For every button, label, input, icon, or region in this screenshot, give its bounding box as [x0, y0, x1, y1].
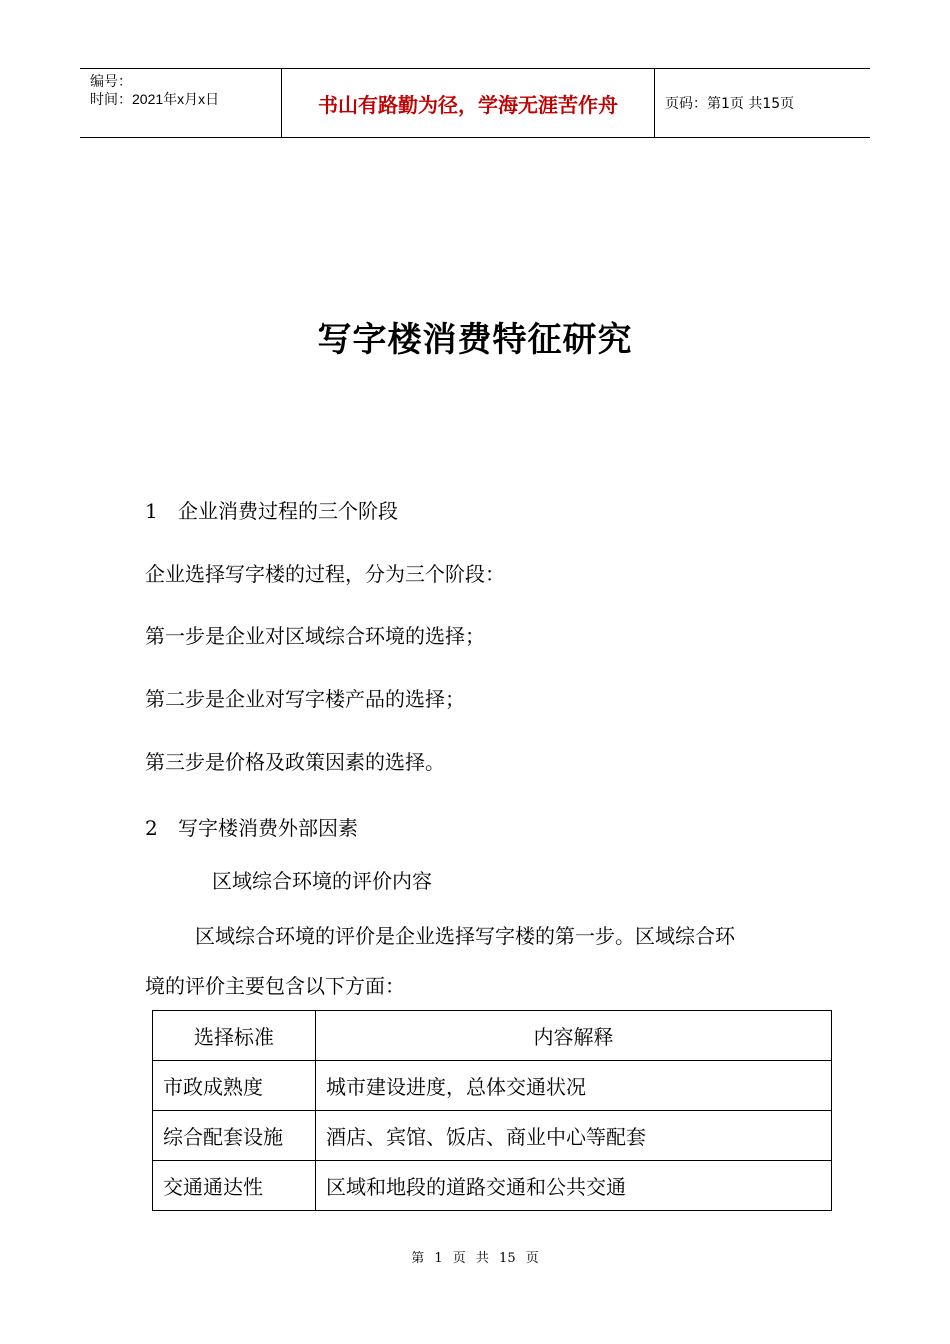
section-1-number: 1 — [145, 499, 158, 523]
criteria-table — [152, 1010, 832, 1211]
section-2-heading — [145, 812, 358, 841]
step-3-text: 第三步是价格及政策因素的选择。 — [145, 750, 445, 774]
header-meta — [80, 69, 282, 137]
section-1-intro: 企业选择写字楼的过程，分为三个阶段： — [145, 562, 505, 586]
table-row — [153, 1061, 832, 1111]
section-2-paragraph-line-1: 区域综合环境的评价是企业选择写字楼的第一步。区域综合环 — [195, 924, 735, 948]
document-number-label: 编号： — [90, 73, 132, 89]
document-time-label: 时间：2021年x月x日 — [90, 91, 220, 107]
step-1-text: 第一步是企业对区域综合环境的选择； — [145, 624, 485, 648]
table-cell-explanation: 区域和地段的道路交通和公共交通 — [316, 1161, 832, 1211]
header-motto: 书山有路勤为径，学海无涯苦作舟 — [282, 69, 655, 137]
document-title: 写字楼消费特征研究 — [317, 320, 633, 360]
table-cell-criteria: 综合配套设施 — [153, 1111, 316, 1161]
section-2-paragraph-line-2: 境的评价主要包含以下方面： — [145, 974, 405, 998]
page-header — [80, 68, 870, 138]
table-row — [153, 1161, 832, 1211]
table-header-criteria: 选择标准 — [153, 1011, 316, 1061]
table-header-row — [153, 1011, 832, 1061]
table-cell-explanation: 酒店、宾馆、饭店、商业中心等配套 — [316, 1111, 832, 1161]
table-cell-explanation: 城市建设进度，总体交通状况 — [316, 1061, 832, 1111]
table-cell-criteria: 市政成熟度 — [153, 1061, 316, 1111]
header-page-info: 页码：第1页 共15页 — [665, 96, 795, 112]
step-2-text: 第二步是企业对写字楼产品的选择； — [145, 687, 465, 711]
section-2-heading-text: 写字楼消费外部因素 — [178, 816, 358, 840]
table-cell-criteria: 交通通达性 — [153, 1161, 316, 1211]
table-header-explanation: 内容解释 — [316, 1011, 832, 1061]
section-1-heading — [145, 495, 398, 524]
table-row — [153, 1111, 832, 1161]
section-2-number: 2 — [145, 816, 158, 840]
section-2-subheading: 区域综合环境的评价内容 — [212, 869, 432, 893]
section-1-heading-text: 企业消费过程的三个阶段 — [178, 499, 398, 523]
page-footer: 第 1 页 共 15 页 — [411, 1251, 539, 1266]
